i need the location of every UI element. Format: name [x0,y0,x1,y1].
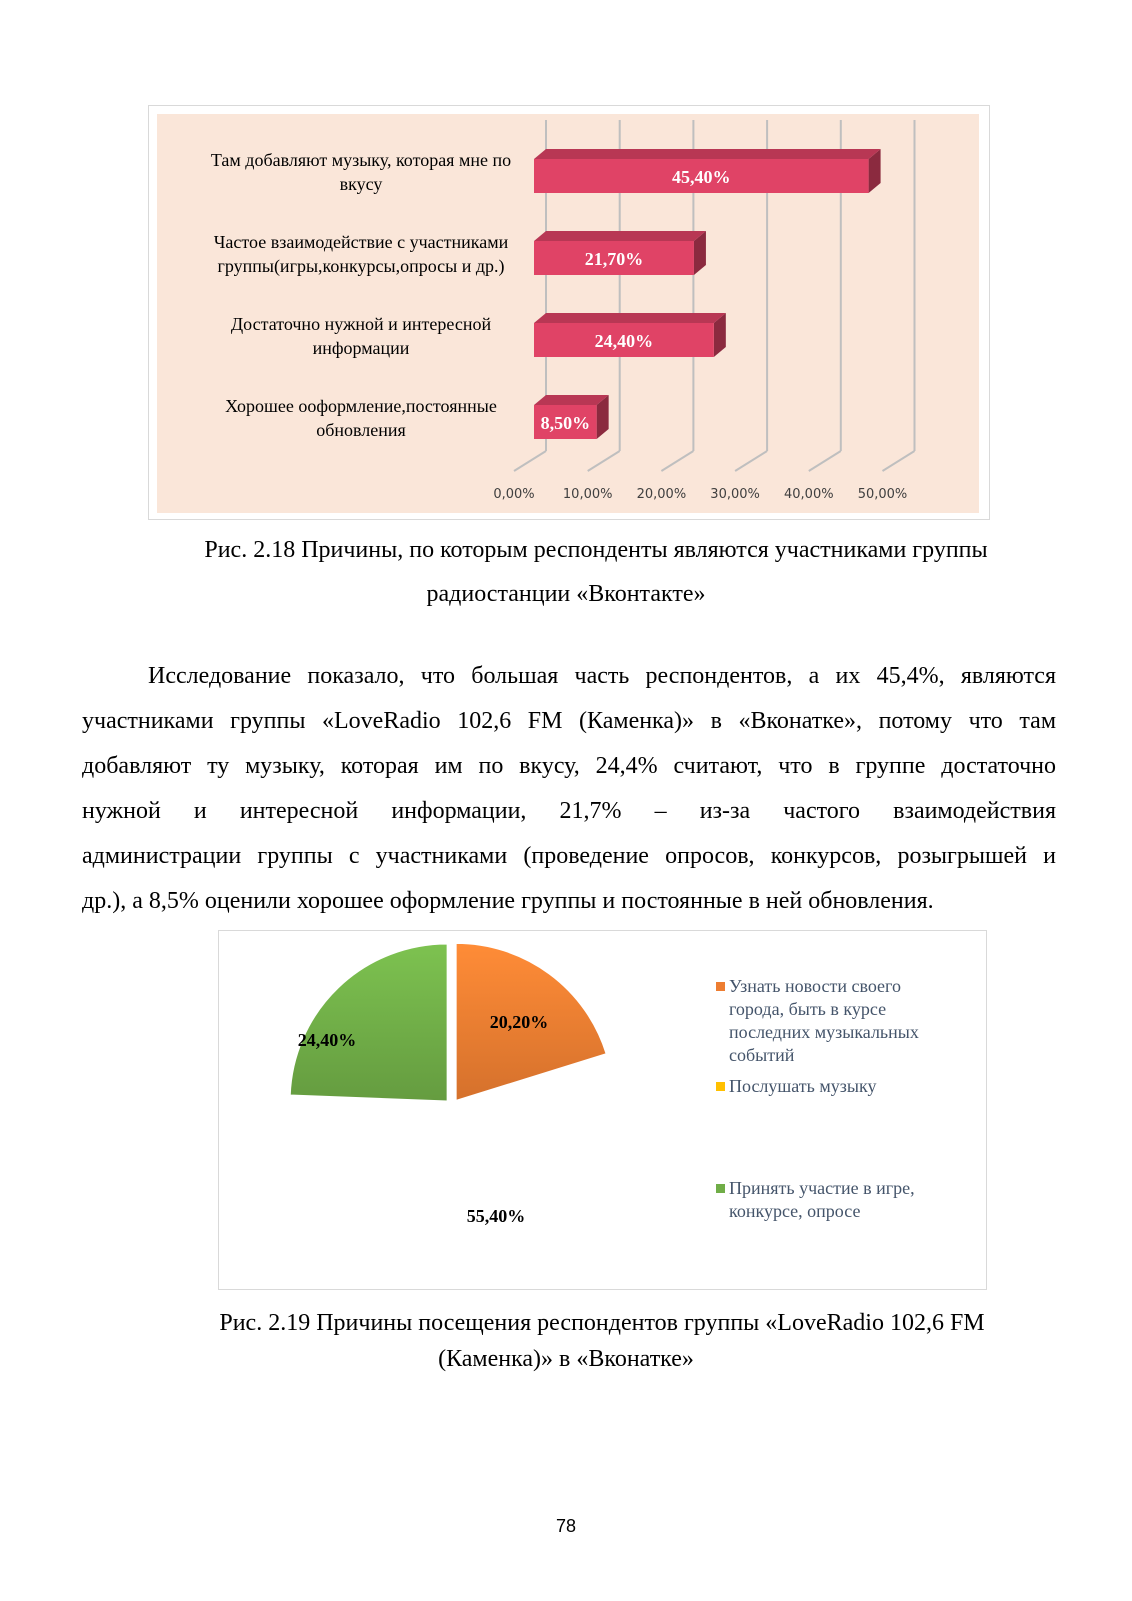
figure-caption-2-19 [0,1305,1132,1377]
paragraph-line: участниками группы «LoveRadio 102,6 FM (Каменка)» в «Вконатке», потому что там [82,708,1056,734]
figure-caption-2-18 [0,528,1132,616]
paragraph-line: администрации группы с участниками (проведение опросов, конкурсов, розыгрышей и [82,843,1056,869]
category-label: информации [312,338,410,358]
category-label: Там добавляют музыку, которая мне по [210,150,512,170]
bar-value-label: 8,50% [540,413,591,433]
body-paragraph [82,654,1056,924]
x-tick-label: 40,00% [784,487,834,502]
bar-value-label: 21,70% [584,249,644,269]
page-number: 78 [555,1516,577,1536]
caption-line: Рис. 2.18 Причины, по которым респонденты являются участниками группы [204,537,988,563]
caption-line: радиостанции «Вконтакте» [426,581,706,607]
bar-top [534,395,609,405]
pie-slice [290,944,447,1101]
legend-label: Принять участие в игре, [729,1178,915,1198]
category-label: вкусу [339,174,383,194]
legend-swatch [716,982,725,991]
category-label: Достаточно нужной и интересной [230,314,492,334]
x-tick-label: 10,00% [562,487,613,502]
x-tick-label: 0,00% [493,487,535,502]
bar-chart-plot [149,106,989,519]
legend-label: конкурсе, опросе [729,1201,861,1221]
visit-reasons-pie-chart [218,930,987,1290]
caption-line: Рис. 2.19 Причины посещения респондентов группы «LoveRadio 102,6 FM [219,1310,985,1336]
bar-value-label: 45,40% [672,167,731,187]
bar-top [534,231,706,241]
caption-line: (Каменка)» в «Вконатке» [438,1346,694,1372]
legend-label: событий [729,1045,795,1065]
x-tick-label: 20,00% [636,487,687,502]
legend-label: Узнать новости своего [729,976,901,996]
category-label: группы(игры,конкурсы,опросы и др.) [217,256,505,276]
legend-item-contest [716,1177,956,1223]
pie-value-label: 55,40% [466,1206,526,1226]
legend-item-news [716,975,956,1067]
legend-item-music [716,1075,956,1098]
category-label: Частое взаимодействие с участниками [213,232,509,252]
legend-label: Послушать музыку [729,1076,877,1096]
x-tick-label: 30,00% [710,487,760,502]
category-label: обновления [316,420,406,440]
reasons-bar-chart [148,105,990,520]
bar-value-label: 24,40% [594,331,654,351]
paragraph-line: др.), а 8,5% оценили хорошее оформление группы и постоянные в ней обновления. [82,888,934,914]
bar-top [534,149,881,159]
legend-swatch [716,1082,725,1091]
paragraph-line: добавляют ту музыку, которая им по вкусу, 24,4% считают, что в группе достаточно [82,753,1056,779]
x-tick-label: 50,00% [857,487,908,502]
paragraph-line: нужной и интересной информации, 21,7% – из-за частого взаимодействия [82,798,1056,824]
legend-label: города, быть в курсе [729,999,887,1019]
pie-value-label: 20,20% [489,1012,549,1032]
category-label: Хорошее ооформление,постоянные [225,396,497,416]
pie-value-label: 24,40% [297,1030,357,1050]
bar-top [534,313,726,323]
legend-swatch [716,1184,725,1193]
paragraph-line: Исследование показало, что большая часть респондентов, а их 45,4%, являются [148,663,1056,689]
legend-label: последних музыкальных [729,1022,919,1042]
